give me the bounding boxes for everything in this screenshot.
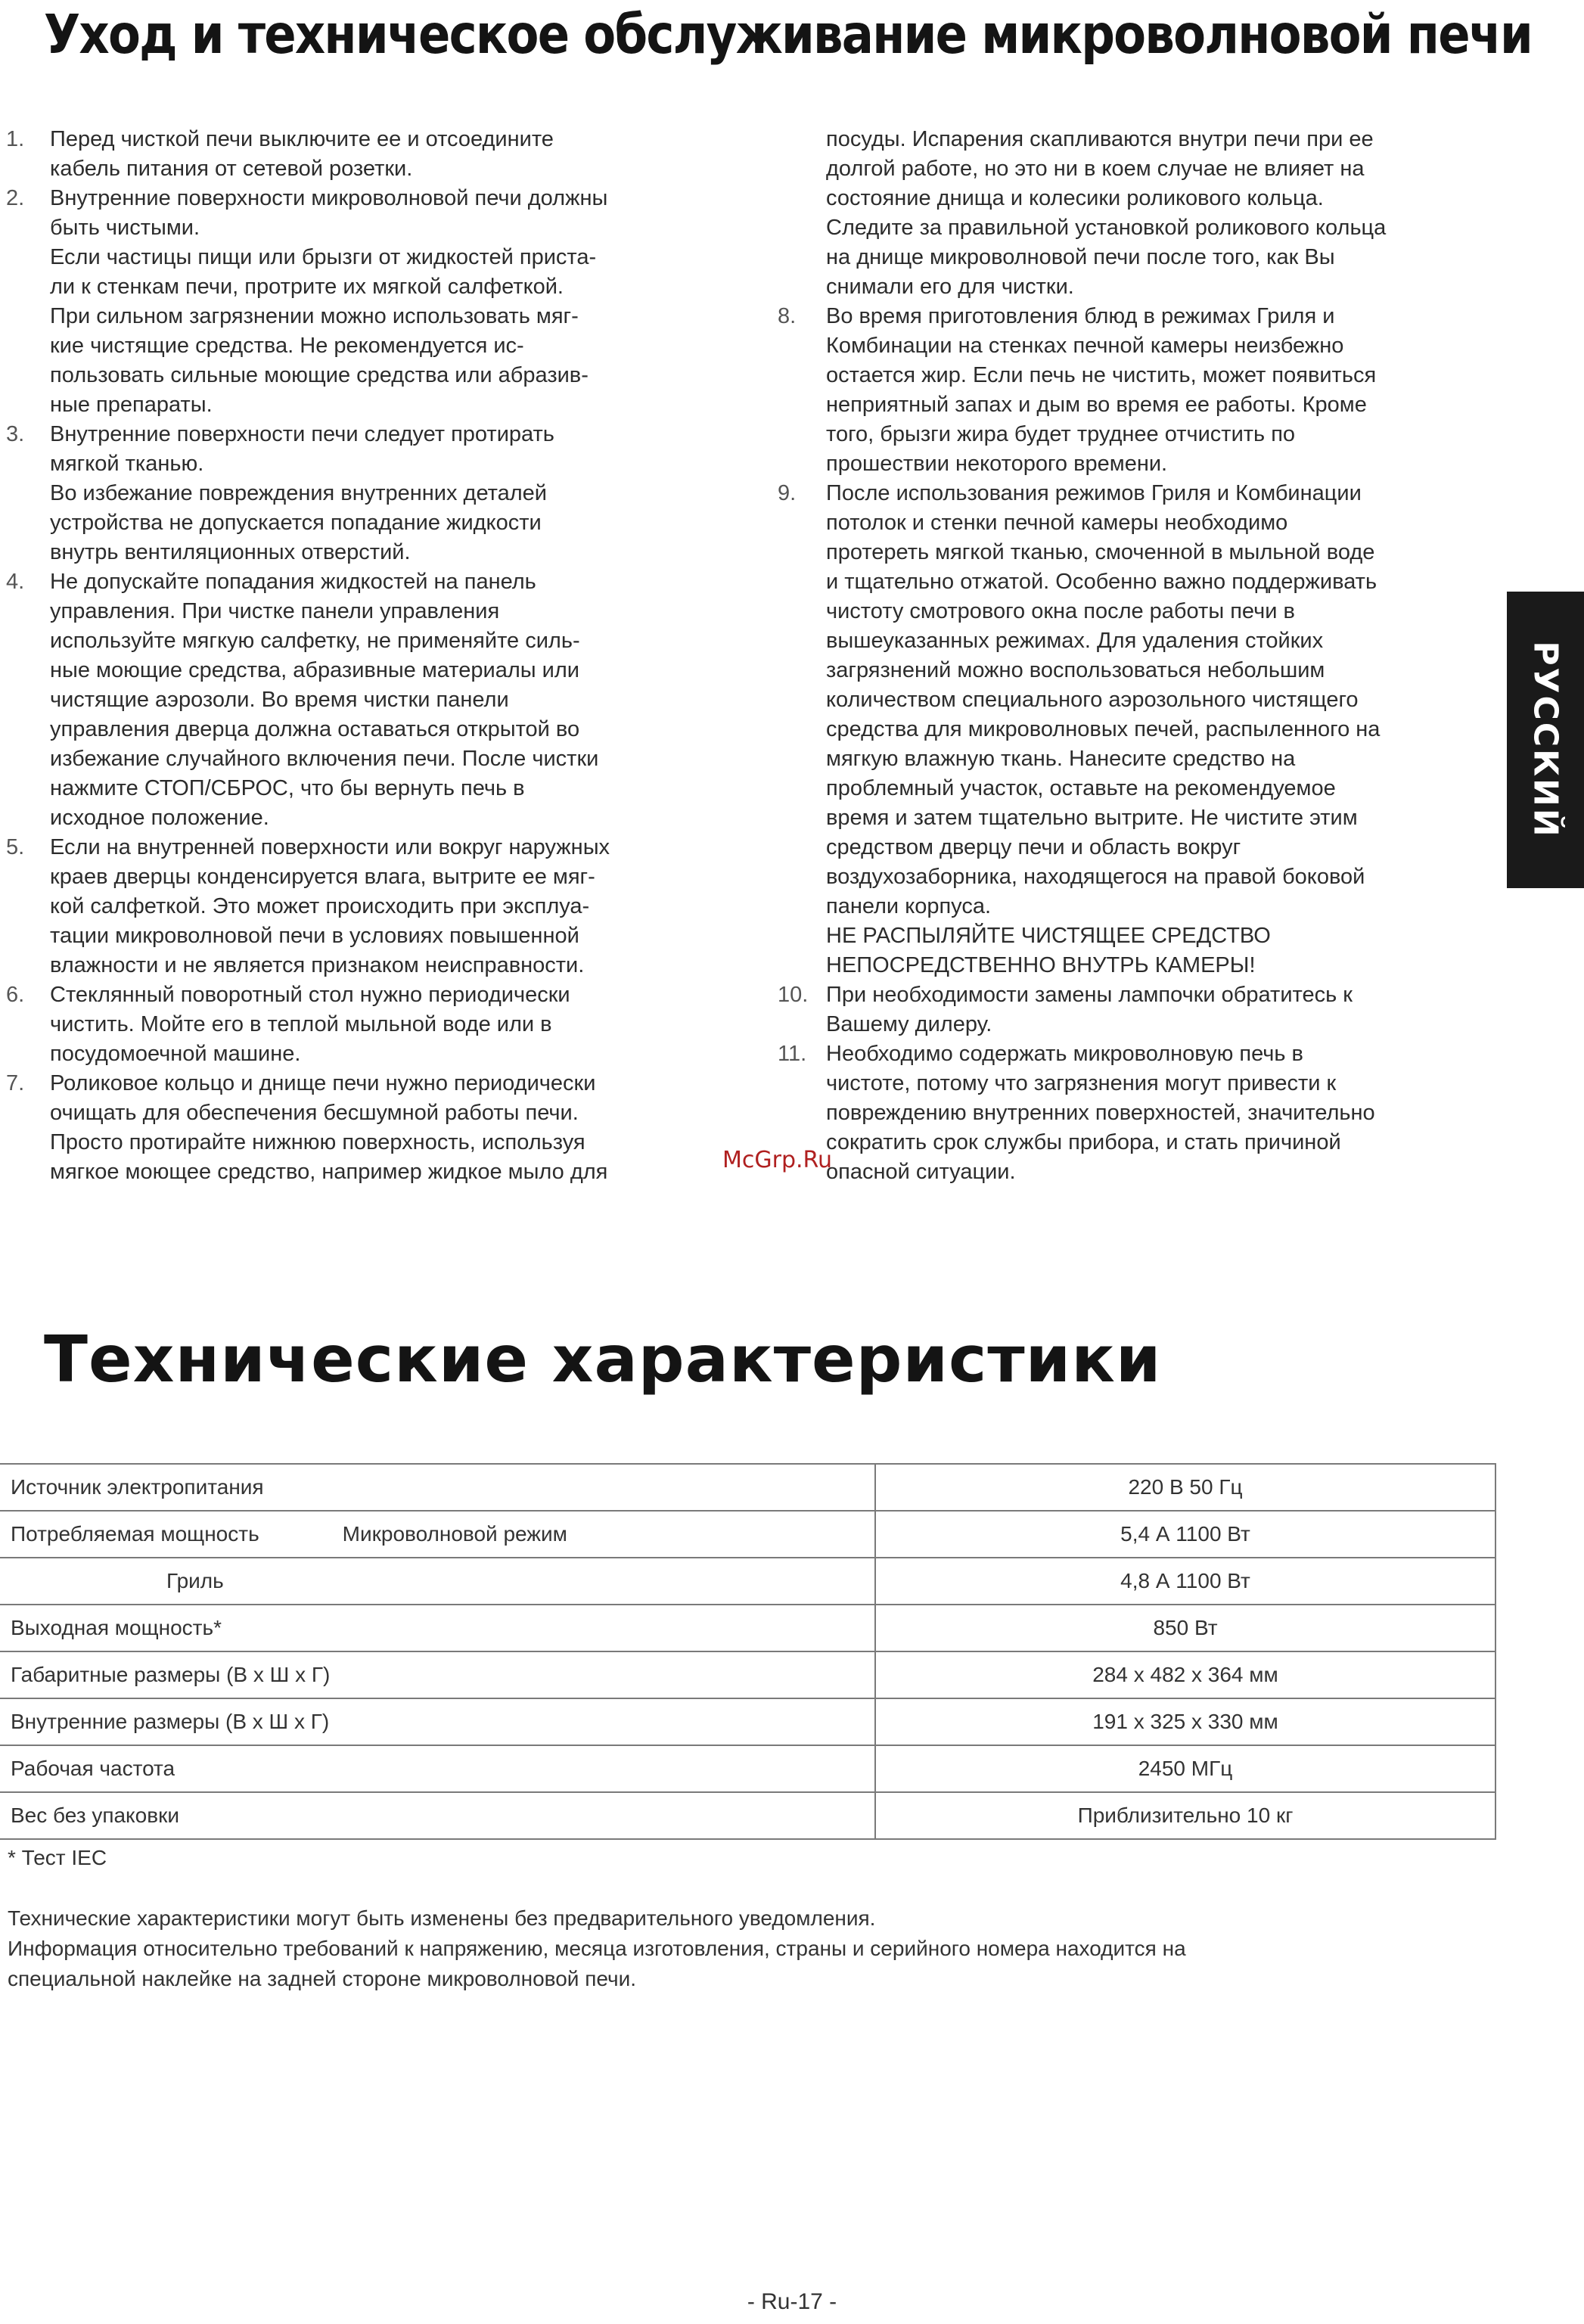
item-text: После использования режимов Гриля и Комбинации потолок и стенки печной камеры необходимо протереть мягкой тканью, смоченной в мыльной воде и тщательно отжатой. Особенно важно поддерживать чистоту смотрового окна после работы печи в вышеуказанных режимах. Для удаления стойких загрязнений можно воспользоваться небольшим количеством специального аэрозольного чистящего средства для микроволновых печей, распыленного на мягкую влажную ткань. Нанесите средство на проблемный участок, оставьте на рекомендуемое время и затем тщательно вытрите. Не чистите этим средством дверцу печи и область вокруг воздухозаборника, находящегося на правой боковой панели корпуса. НЕ РАСПЫЛЯЙТЕ ЧИСТЯЩЕЕ СРЕДСТВО НЕПОСРЕДСТВЕННО ВНУТРЬ КАМЕРЫ! xyxy=(826,481,1381,977)
spec-value: Приблизительно 10 кг xyxy=(875,1792,1495,1839)
care-instructions-right-column xyxy=(778,125,1504,1187)
list-item xyxy=(6,420,725,567)
spec-value: 4,8 А 1100 Вт xyxy=(875,1558,1495,1605)
spec-label-text: Внутренние размеры (В х Ш х Г) xyxy=(11,1710,330,1733)
table-row xyxy=(0,1651,1495,1698)
spec-sublabel: Микроволновой режим xyxy=(342,1522,567,1546)
spec-label-text: Гриль xyxy=(166,1569,224,1592)
item-text: Необходимо содержать микроволновую печь в чистоте, потому что загрязнения могут привести к повреждению внутренних поверхностей, значительно сократить срок службы прибора, и стать причиной опасной ситуации. xyxy=(826,1042,1375,1184)
spec-label xyxy=(0,1605,875,1651)
spec-value: 284 x 482 x 364 мм xyxy=(875,1651,1495,1698)
spec-label-text: Рабочая частота xyxy=(11,1757,175,1780)
spec-value: 220 В 50 Гц xyxy=(875,1464,1495,1511)
spec-label xyxy=(0,1698,875,1745)
item-7-continuation: посуды. Испарения скапливаются внутри печи при ее долгой работе, но это ни в коем случае не влияет на состояние днища и колесики роликового кольца. Следите за правильной установкой роликового кольца на днище микроволновой печи после того, как Вы снимали его для чистки. xyxy=(826,127,1387,299)
spec-label xyxy=(0,1558,875,1605)
list-item xyxy=(6,125,725,184)
item-number: 6. xyxy=(6,983,25,1007)
spec-label xyxy=(0,1651,875,1698)
item-text: Внутренние поверхности печи следует протирать мягкой тканью. Во избежание повреждения внутренних деталей устройства не допускается попадание жидкости внутрь вентиляционных отверстий. xyxy=(50,422,554,564)
spec-value: 5,4 А 1100 Вт xyxy=(875,1511,1495,1558)
item-number: 9. xyxy=(778,481,797,505)
list-item xyxy=(6,980,725,1069)
spec-value: 2450 МГц xyxy=(875,1745,1495,1792)
list-item xyxy=(778,1039,1504,1187)
spec-value: 191 x 325 x 330 мм xyxy=(875,1698,1495,1745)
list-item xyxy=(6,1069,725,1187)
table-row xyxy=(0,1464,1495,1511)
table-row xyxy=(0,1745,1495,1792)
specs-table xyxy=(0,1463,1496,1840)
care-instructions-left-column xyxy=(6,125,725,1187)
table-row xyxy=(0,1558,1495,1605)
list-item xyxy=(6,833,725,980)
item-number: 1. xyxy=(6,127,25,151)
item-text: Если на внутренней поверхности или вокруг наружных краев дверцы конденсируется влага, вытрите ее мяг- кой салфеткой. Это может происходить при эксплуа- тации микроволновой печи в условиях повышенной влажности и не является признаком неисправности. xyxy=(50,835,610,977)
item-number: 8. xyxy=(778,304,797,328)
spec-label xyxy=(0,1792,875,1839)
note-line: Информация относительно требований к напряжению, месяца изготовления, страны и серийного номера находится на xyxy=(8,1937,1186,1960)
item-number: 4. xyxy=(6,570,25,594)
specs-title: Технические характеристики xyxy=(44,1322,1162,1397)
footnote: * Тест IEC xyxy=(8,1846,107,1869)
list-item xyxy=(6,567,725,833)
item-text: Стеклянный поворотный стол нужно периодически чистить. Мойте его в теплой мыльной воде или в посудомоечной машине. xyxy=(50,983,570,1066)
table-row xyxy=(0,1605,1495,1651)
spec-label xyxy=(0,1464,875,1511)
list-item xyxy=(778,980,1504,1039)
spec-label-text: Источник электропитания xyxy=(11,1475,264,1499)
item-number: 11. xyxy=(778,1042,807,1066)
list-item xyxy=(6,184,725,420)
item-text: При необходимости замены лампочки обратитесь к Вашему дилеру. xyxy=(826,983,1353,1036)
table-row xyxy=(0,1698,1495,1745)
watermark-text: McGrp.Ru xyxy=(722,1147,833,1173)
list-item xyxy=(778,302,1504,479)
spec-label-text: Вес без упаковки xyxy=(11,1804,179,1827)
item-text: Внутренние поверхности микроволновой печи должны быть чистыми. Если частицы пищи или брызги от жидкостей приста- ли к стенкам печи, протрите их мягкой салфеткой. При сильном загрязнении можно использовать мяг- кие чистящие средства. Не рекомендуется ис- пользовать сильные моющие средства или абразив- ные препараты. xyxy=(50,186,608,417)
spec-label xyxy=(0,1745,875,1792)
item-text: Роликовое кольцо и днище печи нужно периодически очищать для обеспечения бесшумной работы печи. Просто протирайте нижнюю поверхность, используя мягкое моющее средство, например жидкое мыло для xyxy=(50,1071,608,1184)
language-label: РУССКИЙ xyxy=(1526,641,1565,839)
item-text: Перед чисткой печи выключите ее и отсоедините кабель питания от сетевой розетки. xyxy=(50,127,554,181)
item-text: Не допускайте попадания жидкостей на панель управления. При чистке панели управления используйте мягкую салфетку, не применяйте силь- ные моющие средства, абразивные материалы или чистящие аэрозоли. Во время чистки панели управления дверца должна оставаться открытой во избежание случайного включения печи. После чистки нажмите СТОП/СБРОС, что бы вернуть печь в исходное положение. xyxy=(50,570,599,830)
note-line: специальной наклейке на задней стороне микроволновой печи. xyxy=(8,1967,637,1990)
language-side-tab xyxy=(1507,592,1584,888)
page-number: - Ru-17 - xyxy=(747,2289,837,2314)
page-title: Уход и техническое обслуживание микроволновой печи xyxy=(44,3,1532,66)
list-item xyxy=(778,479,1504,980)
item-number: 7. xyxy=(6,1071,25,1095)
spec-label-text: Выходная мощность* xyxy=(11,1616,222,1639)
item-number: 10. xyxy=(778,983,809,1007)
note-line: Технические характеристики могут быть изменены без предварительного уведомления. xyxy=(8,1906,876,1930)
spec-value: 850 Вт xyxy=(875,1605,1495,1651)
spec-label-text: Потребляемая мощность xyxy=(11,1522,259,1546)
item-number: 3. xyxy=(6,422,25,446)
item-text: Во время приготовления блюд в режимах Гриля и Комбинации на стенках печной камеры неизбежно остается жир. Если печь не чистить, может появиться неприятный запах и дым во время ее работы. Кроме того, брызги жира будет труднее отчистить по прошествии некоторого времени. xyxy=(826,304,1377,476)
spec-label-text: Габаритные размеры (В х Ш х Г) xyxy=(11,1663,331,1686)
table-row xyxy=(0,1792,1495,1839)
item-number: 5. xyxy=(6,835,25,859)
spec-label xyxy=(0,1511,875,1558)
item-number: 2. xyxy=(6,186,25,210)
table-row xyxy=(0,1511,1495,1558)
